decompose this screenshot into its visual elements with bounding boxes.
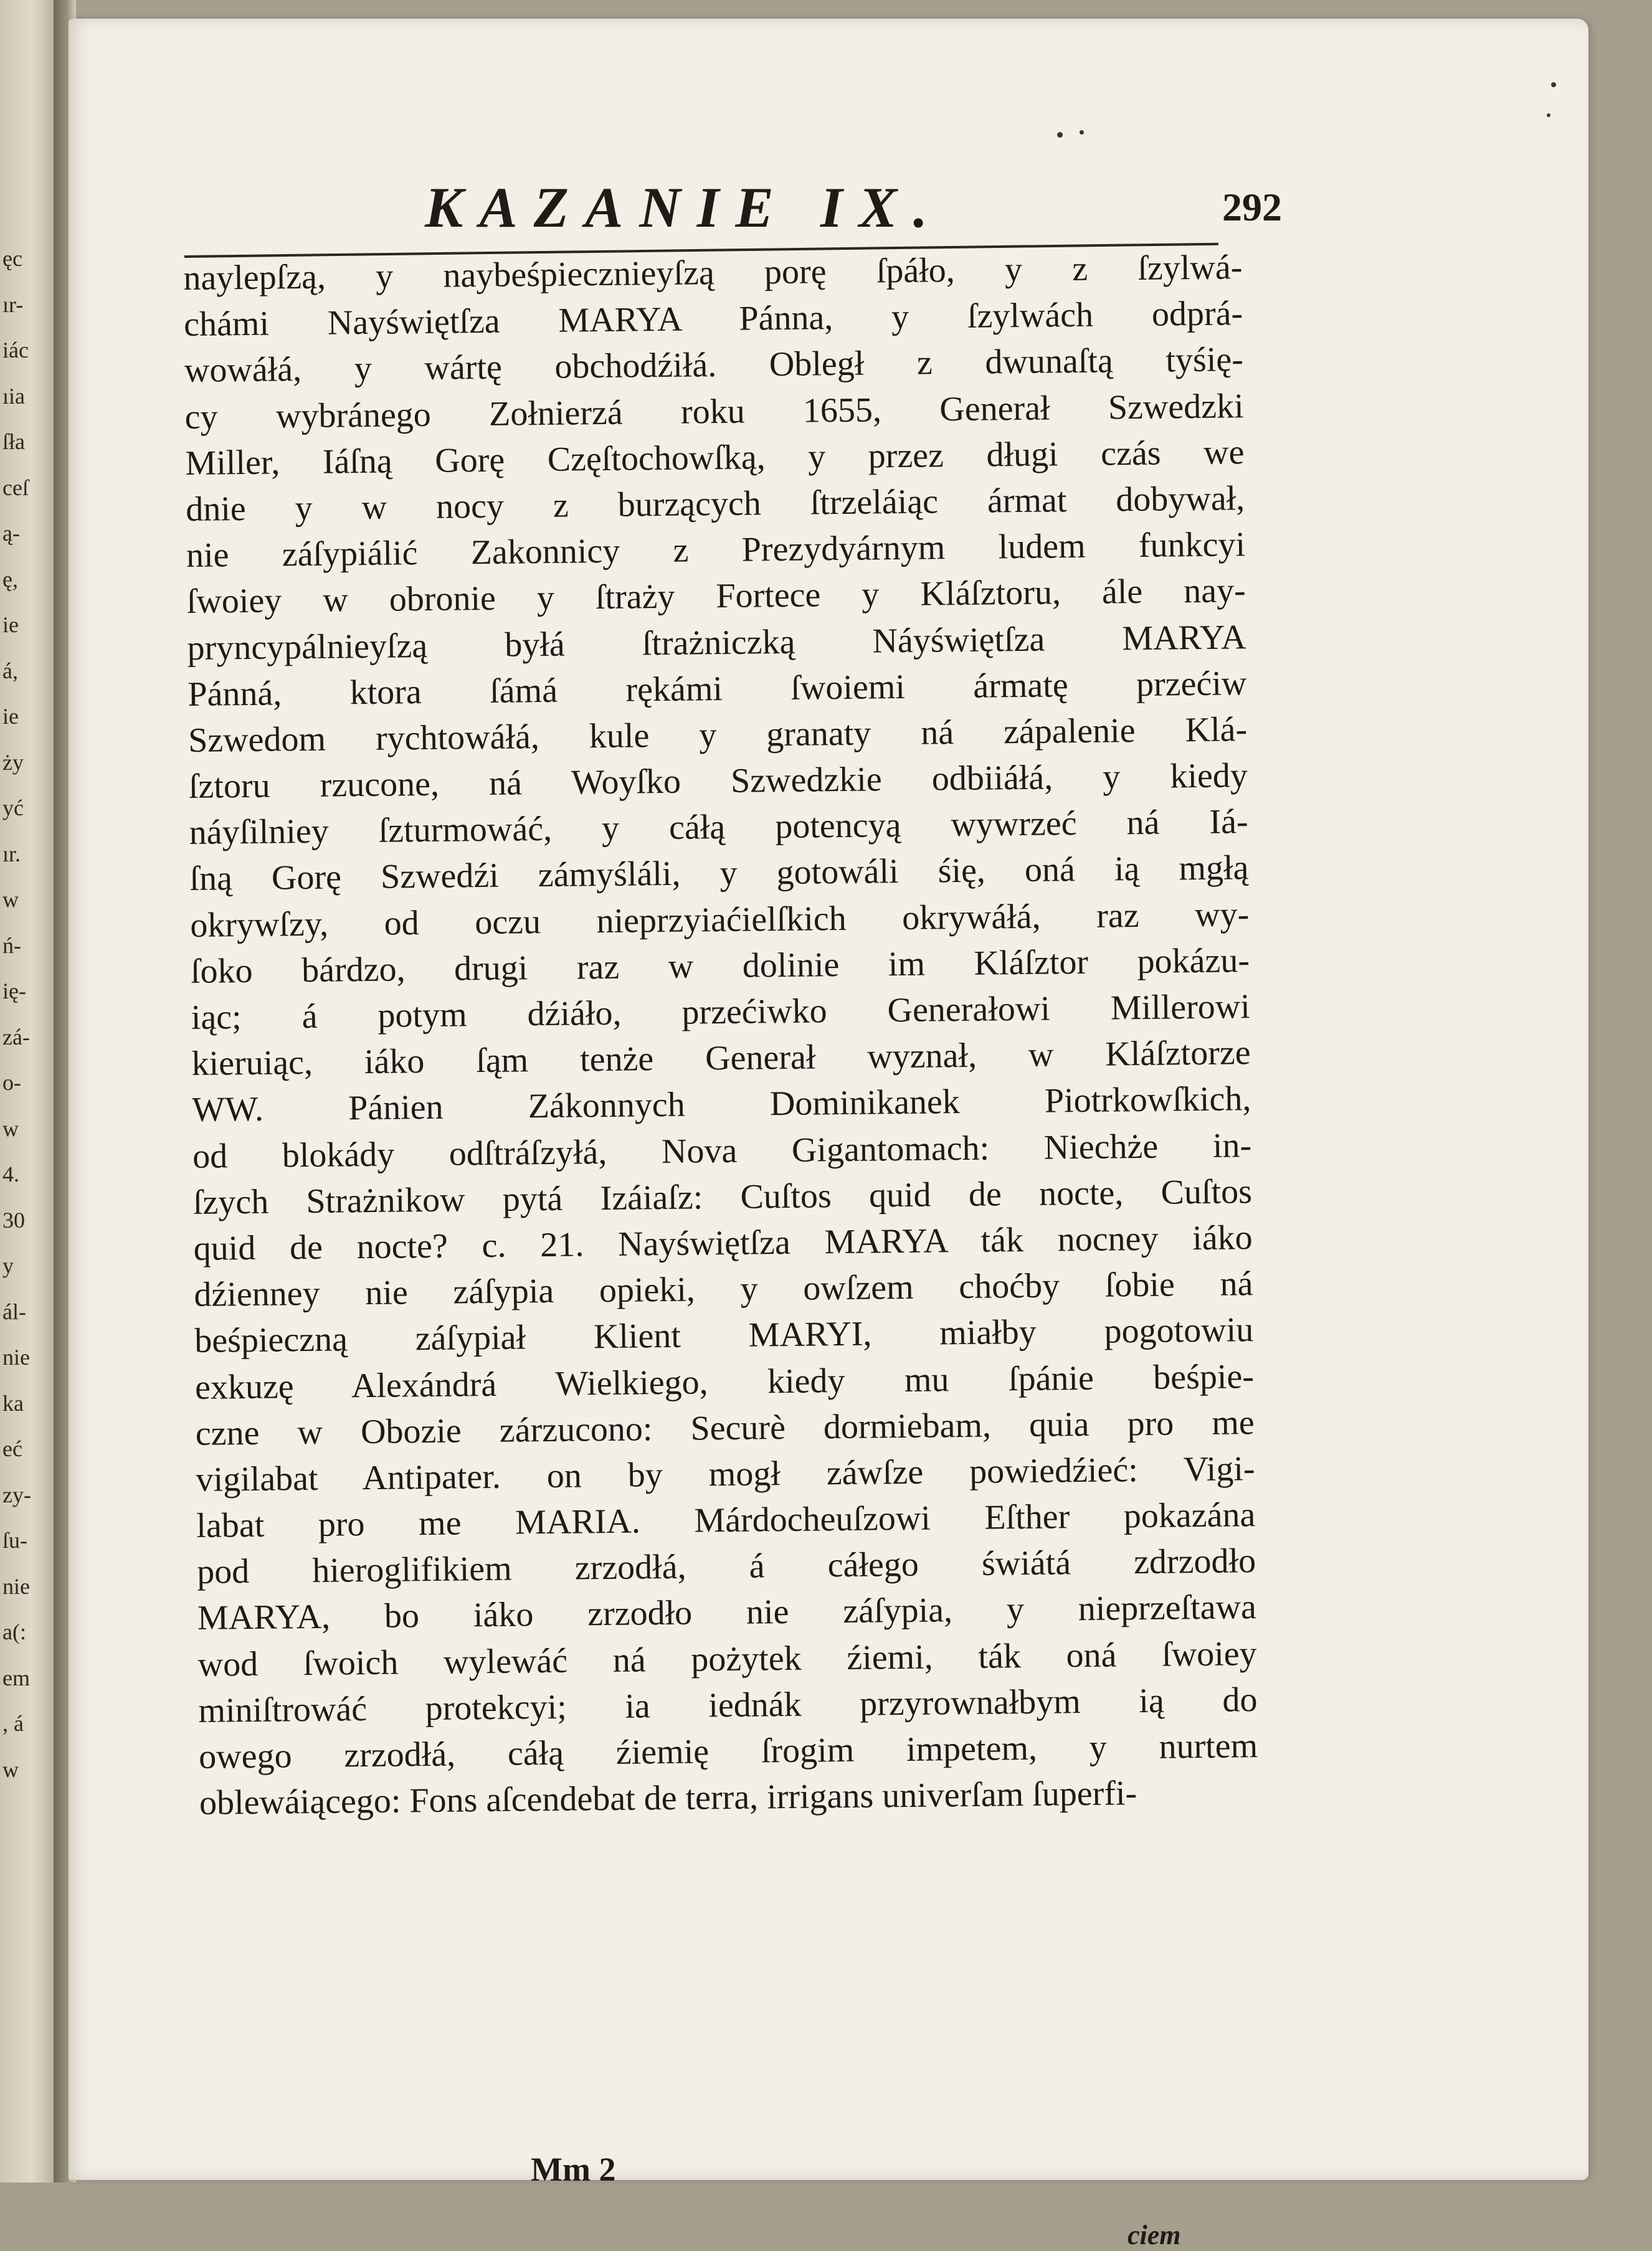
page-number: 292 xyxy=(1222,185,1282,229)
text-line: owego zrzodłá, cáłą źiemię ſrogim impetem, y nurtem xyxy=(198,1727,1258,1776)
text-line: ſzych Strażnikow pytá Izáiaſz: Cuſtos quid de nocte, Cuſtos xyxy=(192,1172,1253,1222)
facing-page-fragment: ie xyxy=(2,612,19,637)
text-line: czne w Obozie zárzucono: Securè dormiebam, quia pro me xyxy=(195,1403,1255,1453)
text-line: Pánná, ktora ſámá rękámi ſwoiemi ármatę przećiw xyxy=(188,663,1247,714)
text-line: iąc; á potym dźiáło, przećiwko Generałowi Millerowi xyxy=(191,987,1251,1037)
text-line: ſną Gorę Szwedźi zámyśláli, y gotowáli śię, oná ią mgłą xyxy=(189,848,1249,899)
facing-page-fragment: 4. xyxy=(2,1162,19,1187)
text-line: dźienney nie záſypia opieki, y owſzem choćby ſobie ná xyxy=(194,1264,1253,1315)
text-line: quid de nocte? c. 21. Nayświętſza MARYA ták nocney iáko xyxy=(193,1218,1253,1268)
facing-page-fragment: ę, xyxy=(2,566,18,592)
text-line: náyſilniey ſzturmowáć, y cáłą potencyą wywrzeć ná Iá- xyxy=(189,802,1248,853)
facing-page-fragment: yć xyxy=(2,795,24,820)
facing-page-fragment: ży xyxy=(2,749,24,775)
facing-page-fragment: em xyxy=(2,1665,30,1690)
text-line: miniſtrowáć protekcyi; ia iednák przyrownałbym ią do xyxy=(198,1680,1258,1730)
text-line: ſoko bárdzo, drugi raz w dolinie im Kláſztor pokázu- xyxy=(190,941,1250,991)
facing-page-fragment: ır. xyxy=(2,841,21,866)
facing-page-fragment: á, xyxy=(2,658,18,683)
text-line: Szwedom rychtowáłá, kule y granaty ná zápalenie Klá- xyxy=(188,710,1248,760)
facing-page-fragment: ır- xyxy=(2,291,24,317)
text-line: ſwoiey w obronie y ſtraży Fortece y Kláſztoru, ále nay- xyxy=(186,571,1246,622)
facing-page-fragment: eć xyxy=(2,1436,22,1461)
facing-page-fragment: ál- xyxy=(2,1299,26,1324)
text-line: exkuzę Alexándrá Wielkiego, kiedy mu ſpánie beśpie- xyxy=(194,1357,1255,1407)
text-line: Miller, Iáſną Gorę Częſtochowſką, y przez długi czás we xyxy=(185,432,1245,483)
text-line: vigilabat Antipater. on by mogł záwſze powiedźieć: Vigi- xyxy=(196,1449,1255,1499)
facing-page-fragment: nie xyxy=(2,1345,30,1370)
text-line: od blokády odſtráſzyłá, Nova Gigantomach: Niechże in- xyxy=(192,1126,1252,1176)
text-line: labat pro me MARIA. Márdocheuſzowi Eſther pokazána xyxy=(196,1495,1256,1545)
facing-page-fragment: 30 xyxy=(2,1207,25,1233)
text-line: nie záſypiálić Zakonnicy z Prezydyárnym ludem funkcyi xyxy=(186,525,1246,576)
text-line: dnie y w nocy z burzących ſtrzeláiąc ármat dobywał, xyxy=(185,479,1245,529)
facing-page-fragment: zy- xyxy=(2,1482,31,1507)
text-line: pod hieroglifikiem zrzodłá, á cáłego świátá zdrzodło xyxy=(196,1542,1256,1592)
text-line: beśpieczną záſypiał Klient MARYI, miałby pogotowiu xyxy=(194,1310,1254,1361)
book-page xyxy=(69,19,1588,2250)
facing-page-fragment: nie xyxy=(2,1573,30,1599)
facing-page-fragment: ń- xyxy=(2,932,21,958)
facing-page-fragment: w xyxy=(2,1756,19,1782)
catchword: ciem xyxy=(1127,2220,1181,2250)
facing-page-fragment: ęc xyxy=(2,246,22,271)
facing-page-fragment: ka xyxy=(2,1390,24,1416)
facing-page-fragment: ſła xyxy=(2,429,25,454)
facing-page-fragment: y xyxy=(2,1253,14,1278)
text-line: cy wybránego Zołnierzá roku 1655, Generał Szwedzki xyxy=(184,386,1244,437)
signature-mark: Mm 2 xyxy=(531,2151,616,2188)
facing-page-fragment: w xyxy=(2,1116,19,1141)
facing-page-edge xyxy=(0,0,54,2182)
facing-page-fragment: ię- xyxy=(2,979,26,1003)
facing-page-fragment: w xyxy=(2,887,19,912)
text-line: okrywſzy, od oczu nieprzyiaćielſkich okrywáłá, raz wy- xyxy=(189,894,1250,945)
facing-page-fragment: o- xyxy=(2,1070,21,1095)
facing-page-fragment: ceſ xyxy=(2,475,29,500)
text-line: wod ſwoich wylewáć ná pożytek źiemi, ták oná ſwoiey xyxy=(197,1634,1257,1684)
facing-page-fragment: ıia xyxy=(2,383,25,409)
facing-page-fragment: , á xyxy=(2,1711,24,1736)
text-line: chámi Nayświętſza MARYA Pánna, y ſzylwách odprá- xyxy=(183,294,1243,344)
facing-page-fragment: zá- xyxy=(2,1024,30,1050)
text-line: WW. Pánien Zákonnych Dominikanek Piotrkowſkich, xyxy=(192,1079,1251,1130)
facing-page-fragment: a(: xyxy=(2,1619,26,1644)
text-line: MARYA, bo iáko zrzodło nie záſypia, y nieprzeſtawa xyxy=(197,1588,1257,1638)
facing-page-fragment: ie xyxy=(2,704,19,729)
text-line: naylepſzą, y naybeśpiecznieyſzą porę ſpáło, y z ſzylwá- xyxy=(183,248,1243,298)
facing-page-fragment: iác xyxy=(2,338,29,363)
facing-page-fragment: ą- xyxy=(2,521,20,546)
text-line: kieruiąc, iáko ſąm tenże Generał wyznał, w Kláſztorze xyxy=(191,1033,1251,1084)
sermon-text xyxy=(183,244,1258,1826)
text-line: pryncypálnieyſzą byłá ſtrażniczką Náyświętſza MARYA xyxy=(187,617,1246,668)
text-line: wowáłá, y wártę obchodźiłá. Obległ z dwunaſtą tyśię- xyxy=(184,340,1244,391)
text-line: ſztoru rzucone, ná Woyſko Szwedzkie odbiiáłá, y kiedy xyxy=(188,756,1248,807)
text-line: oblewáiącego: Fons aſcendebat de terra, irrigans univerſam ſuperfi- xyxy=(199,1774,1137,1823)
facing-page-fragment: ſu- xyxy=(2,1528,27,1553)
running-head: KAZANIE IX. xyxy=(425,176,944,239)
